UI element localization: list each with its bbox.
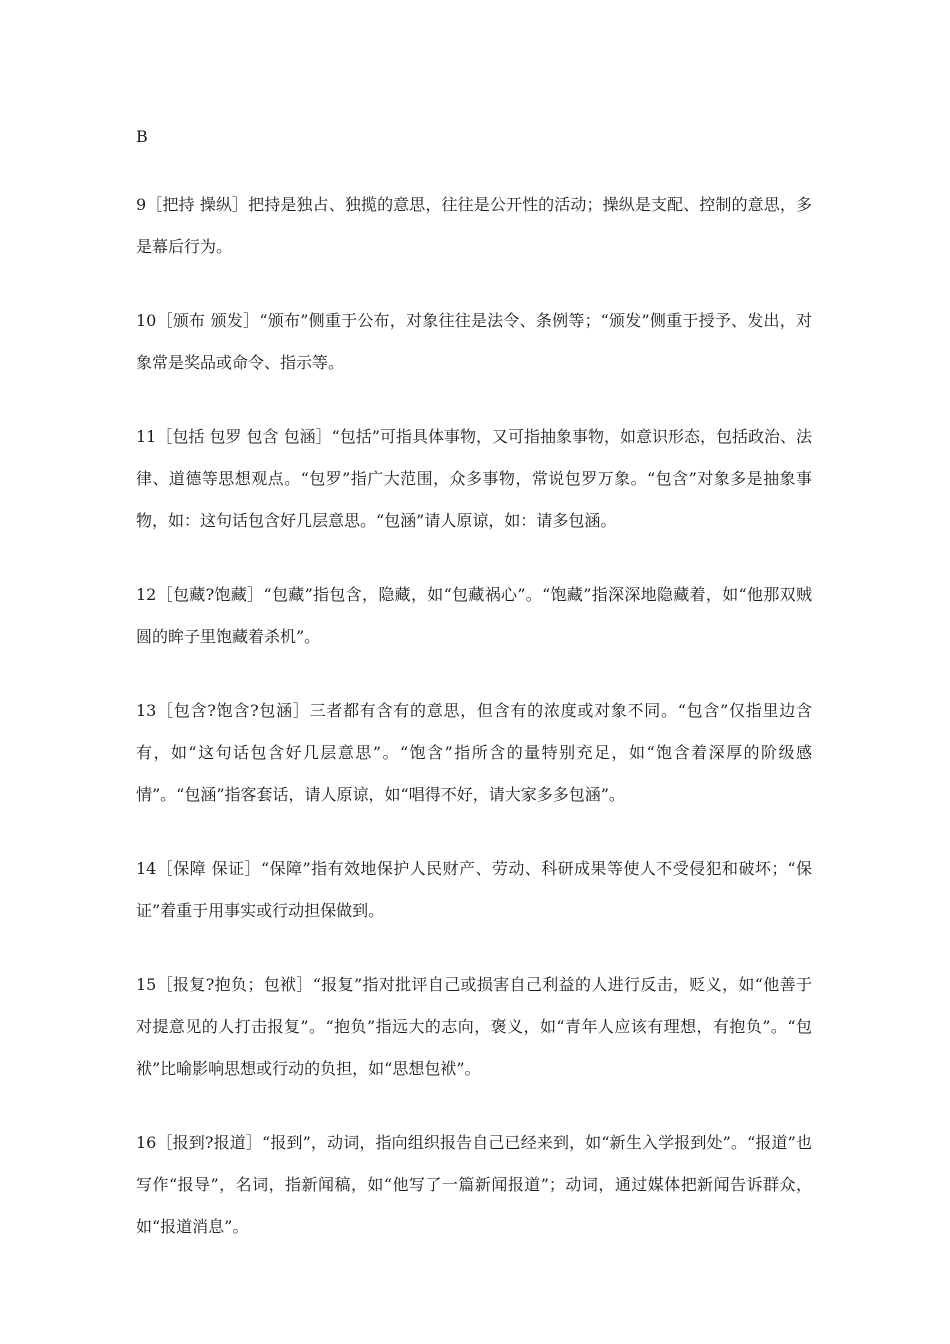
entry-14: 14［保障 保证］“保障”指有效地保护人民财产、劳动、科研成果等使人不受侵犯和破坏；“保证”着重于用事实或行动担保做到。 bbox=[136, 859, 812, 920]
entry-10: 10［颁布 颁发］“颁布”侧重于公布，对象往往是法令、条例等；“颁发”侧重于授予、发出，对象常是奖品或命令、指示等。 bbox=[136, 311, 812, 372]
entry-list bbox=[136, 184, 812, 1280]
entry-9: 9［把持 操纵］把持是独占、独揽的意思，往往是公开性的活动；操纵是支配、控制的意思，多是幕后行为。 bbox=[136, 195, 812, 256]
entry-11: 11［包括 包罗 包含 包涵］“包括”可指具体事物，又可指抽象事物，如意识形态，包括政治、法律、道德等思想观点。“包罗”指广大范围，众多事物，常说包罗万象。“包含”对象多是抽象事物，如：这句话包含好几层意思。“包涵”请人原谅，如：请多包涵。 bbox=[136, 427, 812, 530]
entry-15: 15［报复?抱负；包袱］“报复”指对批评自己或损害自己利益的人进行反击，贬义，如“他善于对提意见的人打击报复”。“抱负”指远大的志向，褒义，如“青年人应该有理想，有抱负”。“包袱”比喻影响思想或行动的负担，如“思想包袱”。 bbox=[136, 975, 812, 1078]
entry-12: 12［包藏?饱藏］“包藏”指包含，隐藏，如“包藏祸心”。“饱藏”指深深地隐藏着，如“他那双贼圆的眸子里饱藏着杀机”。 bbox=[136, 585, 812, 646]
section-letter: B bbox=[136, 127, 148, 146]
entry-16: 16［报到?报道］“报到”，动词，指向组织报告自己已经来到，如“新生入学报到处”。“报道”也写作“报导”，名词，指新闻稿，如“他写了一篇新闻报道”；动词，通过媒体把新闻告诉群众，如“报道消息”。 bbox=[136, 1133, 812, 1236]
entry-13: 13［包含?饱含?包涵］三者都有含有的意思，但含有的浓度或对象不同。“包含”仅指里边含有，如“这句话包含好几层意思”。“饱含”指所含的量特别充足，如“饱含着深厚的阶级感情”。“包涵”指客套话，请人原谅，如“唱得不好，请大家多多包涵”。 bbox=[136, 701, 812, 804]
